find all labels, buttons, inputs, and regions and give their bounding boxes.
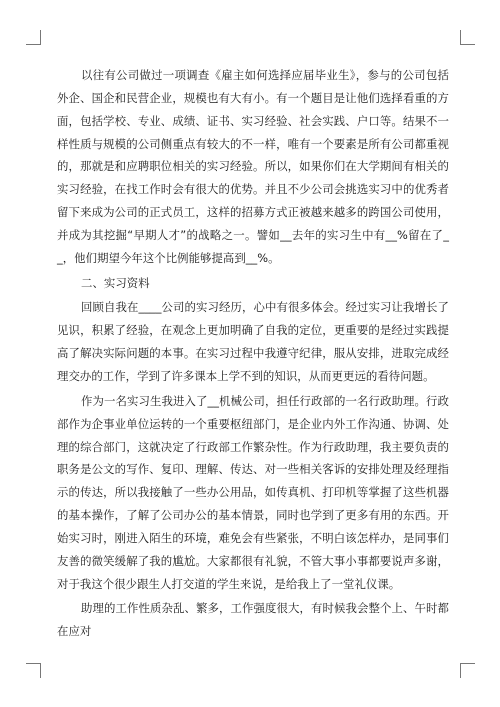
paragraph-review: 回顾自我在____公司的实习经历，心中有很多体会。经过实习让我增长了见识，积累了经验，在观念上更加明确了自我的定位，更重要的是经过实践提高了解决实际问题的本事。在实习过程中我遵守纪律，服从安排，进取完成经理交办的工作，学到了许多课本上学不到的知识，从而更更远的看待问题。 — [57, 300, 449, 383]
crop-mark-bottom-left — [26, 663, 41, 678]
document-body — [57, 64, 449, 643]
paragraph-survey: 以往有公司做过一项调查《雇主如何选择应届毕业生》，参与的公司包括外企、国企和民营企业，规模也有大有小。有一个题目是让他们选择看重的方面，包括学校、专业、成绩、证书、实习经验、社会实践、户口等。结果不一样性质与规模的公司侧重点有较大的不一样，唯有一个要素是所有公司都重视的，那就是和应聘职位相关的实习经验。所以，如果你们在大学期间有相关的实习经验，在找工作时会有很大的优势。并且不少公司会挑选实习中的优秀者留下来成为公司的正式员工，这样的招募方式正被越来越多的跨国公司使用，并成为其挖掘“早期人才”的战略之一。譬如__去年的实习生中有__%留在了__，他们期望今年这个比例能够提高到__%。 — [57, 68, 449, 265]
crop-mark-bottom-right — [460, 663, 475, 678]
paragraph-role: 作为一名实习生我进入了__机械公司，担任行政部的一名行政助理。行政部作为企事业单位运转的一个重要枢纽部门，是企业内外工作沟通、协调、处理的综合部门，这就决定了行政部工作繁杂性。作为行政助理，我主要负责的职务是公文的写作、复印、理解、传达、对一些相关客诉的安排处理及经理指示的传达，所以我接触了一些办公用品，如传真机、打印机等掌握了这些机器的基本操作，了解了公司办公的基本情景，同时也学到了更多有用的东西。开始实习时，刚进入陌生的环境，难免会有些紧张，不明白该怎样办，是同事们友善的微笑缓解了我的尴尬。大家都很有礼貌，不管大事小事都要说声多谢，对于我这个很少跟生人打交道的学生来说，是给我上了一堂礼仪课。 — [57, 393, 449, 591]
crop-mark-top-right — [460, 30, 475, 45]
section-heading: 二、实习资料 — [81, 275, 150, 290]
paragraph-assistant: 助理的工作性质杂乱、繁多，工作强度很大，有时候我会整个上、午时都在应对 — [57, 601, 449, 639]
crop-mark-top-left — [26, 30, 41, 45]
